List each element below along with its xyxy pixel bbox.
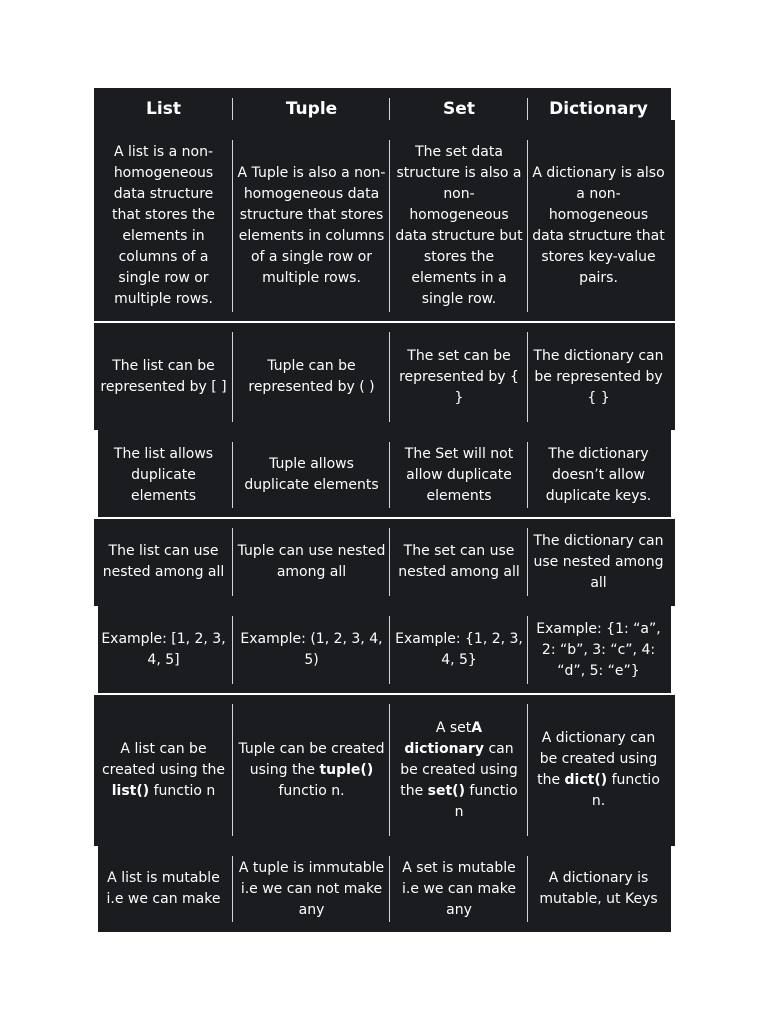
- cell-tuple-representation: Tuple can be represented by ( ): [233, 322, 390, 432]
- row-divider: [94, 693, 675, 695]
- header-list: List: [94, 88, 233, 130]
- edge-notch: [94, 846, 98, 932]
- cell-dict-duplicates: The dictionary doesn’t allow duplicate keys.: [545, 445, 652, 504]
- edge-notch: [671, 846, 675, 932]
- cell-set-definition: The set data structure is also a non-homogeneous data structure but stores the elements in a single row.: [390, 130, 528, 322]
- row-divider: [94, 517, 675, 519]
- cell-list-mutability: A list is mutable i.e we can make: [94, 846, 233, 932]
- cell-set-mutability: A set is mutable i.e we can make any: [390, 846, 528, 932]
- cell-tuple-mutability: A tuple is immutable i.e we can not make any: [233, 846, 390, 932]
- cell-tuple-creation: Tuple can be created using the tuple() functio n.: [233, 694, 390, 846]
- edge-notch: [671, 430, 675, 518]
- cell-set-representation: The set can be represented by { }: [390, 322, 528, 432]
- cell-tuple-duplicates: Tuple allows duplicate elements: [233, 432, 390, 518]
- header-tuple: Tuple: [233, 88, 390, 130]
- cell-dict-nesting: The dictionary can use nested among all: [533, 532, 664, 591]
- cell-set-duplicates: The Set will not allow duplicate elements: [390, 432, 528, 518]
- comparison-table: [94, 88, 675, 932]
- cell-set-creation: A setA dictionary can be created using the set() functio n: [390, 694, 528, 846]
- cell-dict-representation: The dictionary can be represented by { }: [533, 347, 664, 406]
- cell-set-nesting: The set can use nested among all: [390, 518, 528, 606]
- cell-dict-creation: A dictionary can be created using the dict() functio n.: [537, 730, 660, 809]
- row-divider: [94, 321, 675, 323]
- cell-list-representation: The list can be represented by [ ]: [94, 322, 233, 432]
- cell-list-example: Example: [1, 2, 3, 4, 5]: [94, 606, 233, 694]
- cell-list-duplicates: The list allows duplicate elements: [94, 432, 233, 518]
- cell-dict-mutability: A dictionary is mutable, ut Keys: [539, 870, 658, 907]
- cell-list-definition: A list is a non-homogeneous data structure that stores the elements in columns of a single row or multiple rows.: [94, 130, 233, 322]
- cell-dict-example: Example: {1: “a”, 2: “b”, 3: “c”, 4: “d”, 5: “e”}: [536, 620, 661, 679]
- cell-list-nesting: The list can use nested among all: [94, 518, 233, 606]
- header-set: Set: [390, 88, 528, 130]
- header-dictionary: Dictionary: [549, 98, 648, 119]
- cell-set-example: Example: {1, 2, 3, 4, 5}: [390, 606, 528, 694]
- edge-notch: [94, 430, 98, 518]
- cell-tuple-definition: A Tuple is also a non-homogeneous data structure that stores elements in columns of a single row or multiple rows.: [233, 130, 390, 322]
- edge-notch: [671, 606, 675, 694]
- edge-notch: [94, 606, 98, 694]
- cell-dict-definition: A dictionary is also a non-homogeneous data structure that stores key-value pairs.: [532, 165, 665, 286]
- cell-tuple-example: Example: (1, 2, 3, 4, 5): [233, 606, 390, 694]
- edge-notch: [671, 88, 675, 120]
- cell-tuple-nesting: Tuple can use nested among all: [233, 518, 390, 606]
- cell-list-creation: A list can be created using the list() functio n: [94, 694, 233, 846]
